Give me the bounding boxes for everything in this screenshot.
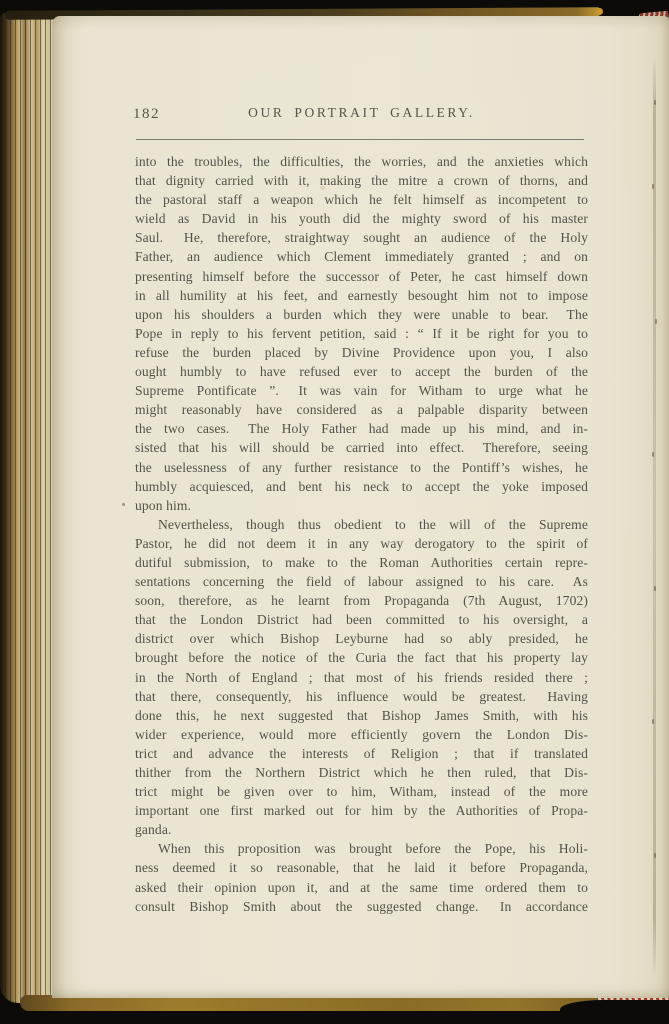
text-line: wider experience, would more efficiently govern the London Dis- [135, 726, 588, 742]
text-line: Nevertheless, though thus obedient to the will of the Supreme [158, 516, 588, 532]
text-line: refuse the burden placed by Divine Providence upon you, I also [135, 344, 588, 360]
text-line: brought before the notice of the Curia the fact that his property lay [135, 650, 588, 666]
text-line: in the North of England ; that most of his friends resided there ; [135, 669, 588, 685]
text-line: the uselessness of any further resistance to the Pontiff’s wishes, he [135, 459, 588, 475]
text-line: consult Bishop Smith about the suggested change. In accordance [135, 898, 588, 914]
text-line: sentations concerning the field of labour assigned to his care. As [135, 574, 588, 590]
text-line: presenting himself before the successor of Peter, he cast himself down [135, 268, 588, 284]
edge-artifact [654, 586, 656, 591]
text-line: soon, therefore, as he learnt from Propaganda (7th August, 1702) [135, 593, 588, 609]
text-line: Pope in reply to his fervent petition, said : “ If it be right for you to [135, 325, 588, 341]
text-line: dutiful submission, to make to the Roman Authorities certain repre- [135, 554, 588, 570]
edge-artifact [655, 319, 657, 324]
book-page [52, 16, 669, 998]
ink-speck [122, 503, 125, 506]
edge-artifact [652, 452, 654, 457]
running-head [135, 105, 588, 125]
text-line: that the London District had been committed to his oversight, a [135, 612, 588, 628]
page-number: 182 [133, 106, 160, 122]
edge-artifact [652, 719, 654, 724]
text-line: district over which Bishop Leyburne had so ably presided, he [135, 631, 588, 647]
text-line: the pastoral staff a weapon which he felt himself as incompetent to [135, 192, 588, 208]
text-line: sisted that his will should be carried into effect. Therefore, seeing [135, 440, 588, 456]
text-line: When this proposition was brought before the Pope, his Holi- [158, 841, 588, 857]
text-line: ought humbly to have refused ever to accept the burden of the [135, 364, 588, 380]
text-line: upon his shoulders a burden which they were unable to bear. The [135, 306, 588, 322]
text-line: ness deemed it so reasonable, that he laid it before Propaganda, [135, 860, 588, 876]
text-line: ganda. [135, 822, 172, 838]
text-line: trict might be given over to him, Witham, instead of the more [135, 784, 588, 800]
text-line: Pastor, he did not deem it in any way derogatory to the spirit of [135, 535, 588, 551]
text-line: Saul. He, therefore, straightway sought an audience of the Holy [135, 230, 588, 246]
facing-leaf-crease [653, 56, 656, 976]
text-line: the two cases. The Holy Father had made up his mind, and in- [135, 421, 588, 437]
text-line: wield as David in his youth did the mighty sword of his master [135, 211, 588, 227]
text-line: into the troubles, the difficulties, the worries, and the anxieties which [135, 154, 588, 169]
text-line: that dignity carried with it, making the mitre a crown of thorns, and [135, 173, 588, 189]
edge-artifact [654, 853, 656, 858]
text-line: important one first marked out for him by the Authorities of Propa- [135, 803, 588, 819]
text-line: trict and advance the interests of Religion ; that if translated [135, 745, 588, 761]
binding-top-edge-tip [595, 7, 603, 15]
text-line: might reasonably have considered as a palpable disparity between [135, 402, 588, 418]
header-rule [136, 139, 584, 140]
text-line: thither from the Northern District which he then ruled, that Dis- [135, 765, 588, 780]
page-text [135, 152, 588, 916]
edge-artifact [652, 184, 654, 189]
shadow-wedge [560, 1000, 669, 1024]
text-line: done this, he next suggested that Bishop James Smith, with his [135, 707, 588, 723]
text-line: upon him. [135, 497, 192, 513]
text-line: in all humility at his feet, and earnestly besought him not to impose [135, 287, 588, 303]
text-line: humbly acquiesced, and bent his neck to accept the yoke imposed [135, 478, 588, 494]
text-line: Supreme Pontificate ”. It was vain for Witham to urge what he [135, 383, 588, 399]
text-line: asked their opinion upon it, and at the same time ordered them to [135, 879, 588, 895]
edge-artifact [654, 100, 656, 105]
text-line: Father, an audience which Clement immediately granted ; and on [135, 249, 588, 265]
left-leaf-stack [0, 13, 57, 1003]
running-header-title: OUR PORTRAIT GALLERY. [248, 105, 475, 120]
text-line: that there, consequently, his influence would be greatest. Having [135, 688, 588, 704]
